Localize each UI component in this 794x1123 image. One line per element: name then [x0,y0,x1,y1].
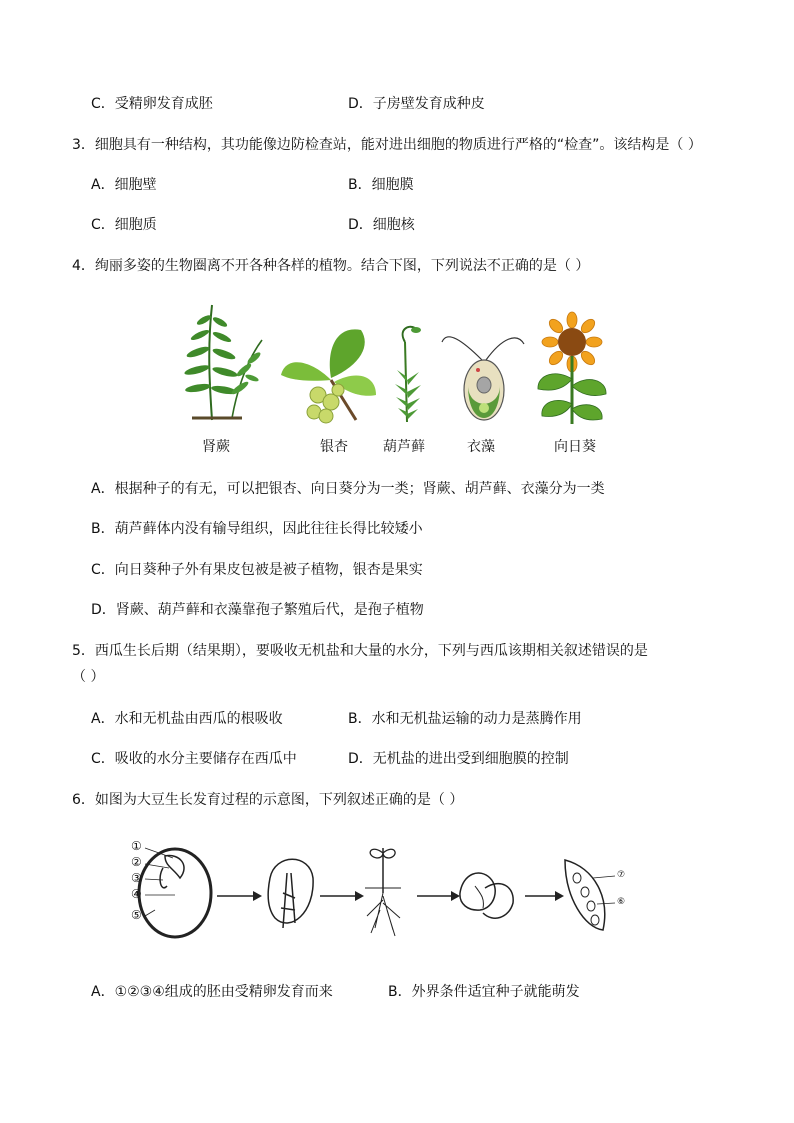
label-5: ⑤ [131,908,142,922]
label-6: ⑥ [617,897,626,907]
chlamydomonas-illustration [442,330,527,425]
q6-stem: 6．如图为大豆生长发育过程的示意图，下列叙述正确的是（ ） [72,792,464,808]
q4-option-c: C．向日葵种子外有果皮包被是被子植物，银杏是果实 [91,562,423,578]
q3-option-b: B．细胞膜 [348,177,414,193]
q3-stem: 3．细胞具有一种结构，其功能像边防检查站，能对进出细胞的物质进行严格的“检查”。该结构是（ ） [72,137,702,153]
q3-option-d: D．细胞核 [348,217,415,233]
ginkgo-illustration [276,320,381,430]
q3-option-a: A．细胞壁 [91,177,157,193]
caption-chlamydomonas: 衣藻 [467,439,495,455]
q6-option-a: A．①②③④组成的胚由受精卵发育而来 [91,984,333,1000]
q5-option-a: A．水和无机盐由西瓜的根吸收 [91,711,283,727]
label-1: ① [131,839,142,853]
q2-option-d: D．子房壁发育成种皮 [348,96,485,112]
label-7: ⑦ [617,870,626,880]
caption-fern: 肾蕨 [202,439,230,455]
fern-illustration [182,300,272,425]
caption-moss: 葫芦藓 [383,439,425,455]
label-3: ③ [131,871,142,885]
q3-option-c: C．细胞质 [91,217,157,233]
q5-stem-blank: （ ） [72,669,105,685]
label-4: ④ [131,887,142,901]
q6-option-b: B．外界条件适宜种子就能萌发 [388,984,580,1000]
q5-stem: 5．西瓜生长后期（结果期），要吸收无机盐和大量的水分，下列与西瓜该期相关叙述错误的是 [72,643,648,659]
caption-sunflower: 向日葵 [554,439,596,455]
q4-option-a: A．根据种子的有无，可以把银杏、向日葵分为一类；肾蕨、胡芦藓、衣藻分为一类 [91,481,605,497]
sunflower-illustration [532,314,612,426]
soybean-development-diagram [125,838,645,943]
q5-option-c: C．吸收的水分主要储存在西瓜中 [91,751,297,767]
q5-option-b: B．水和无机盐运输的动力是蒸腾作用 [348,711,582,727]
q4-option-b: B．葫芦藓体内没有输导组织，因此往往长得比较矮小 [91,521,423,537]
moss-illustration [393,322,433,427]
caption-ginkgo: 银杏 [320,439,348,455]
q5-option-d: D．无机盐的进出受到细胞膜的控制 [348,751,569,767]
q4-option-d: D．肾蕨、葫芦藓和衣藻靠孢子繁殖后代，是孢子植物 [91,602,424,618]
label-2: ② [131,855,142,869]
q4-stem: 4．绚丽多姿的生物圈离不开各种各样的植物。结合下图，下列说法不正确的是（ ） [72,258,590,274]
q2-option-c: C．受精卵发育成胚 [91,96,213,112]
